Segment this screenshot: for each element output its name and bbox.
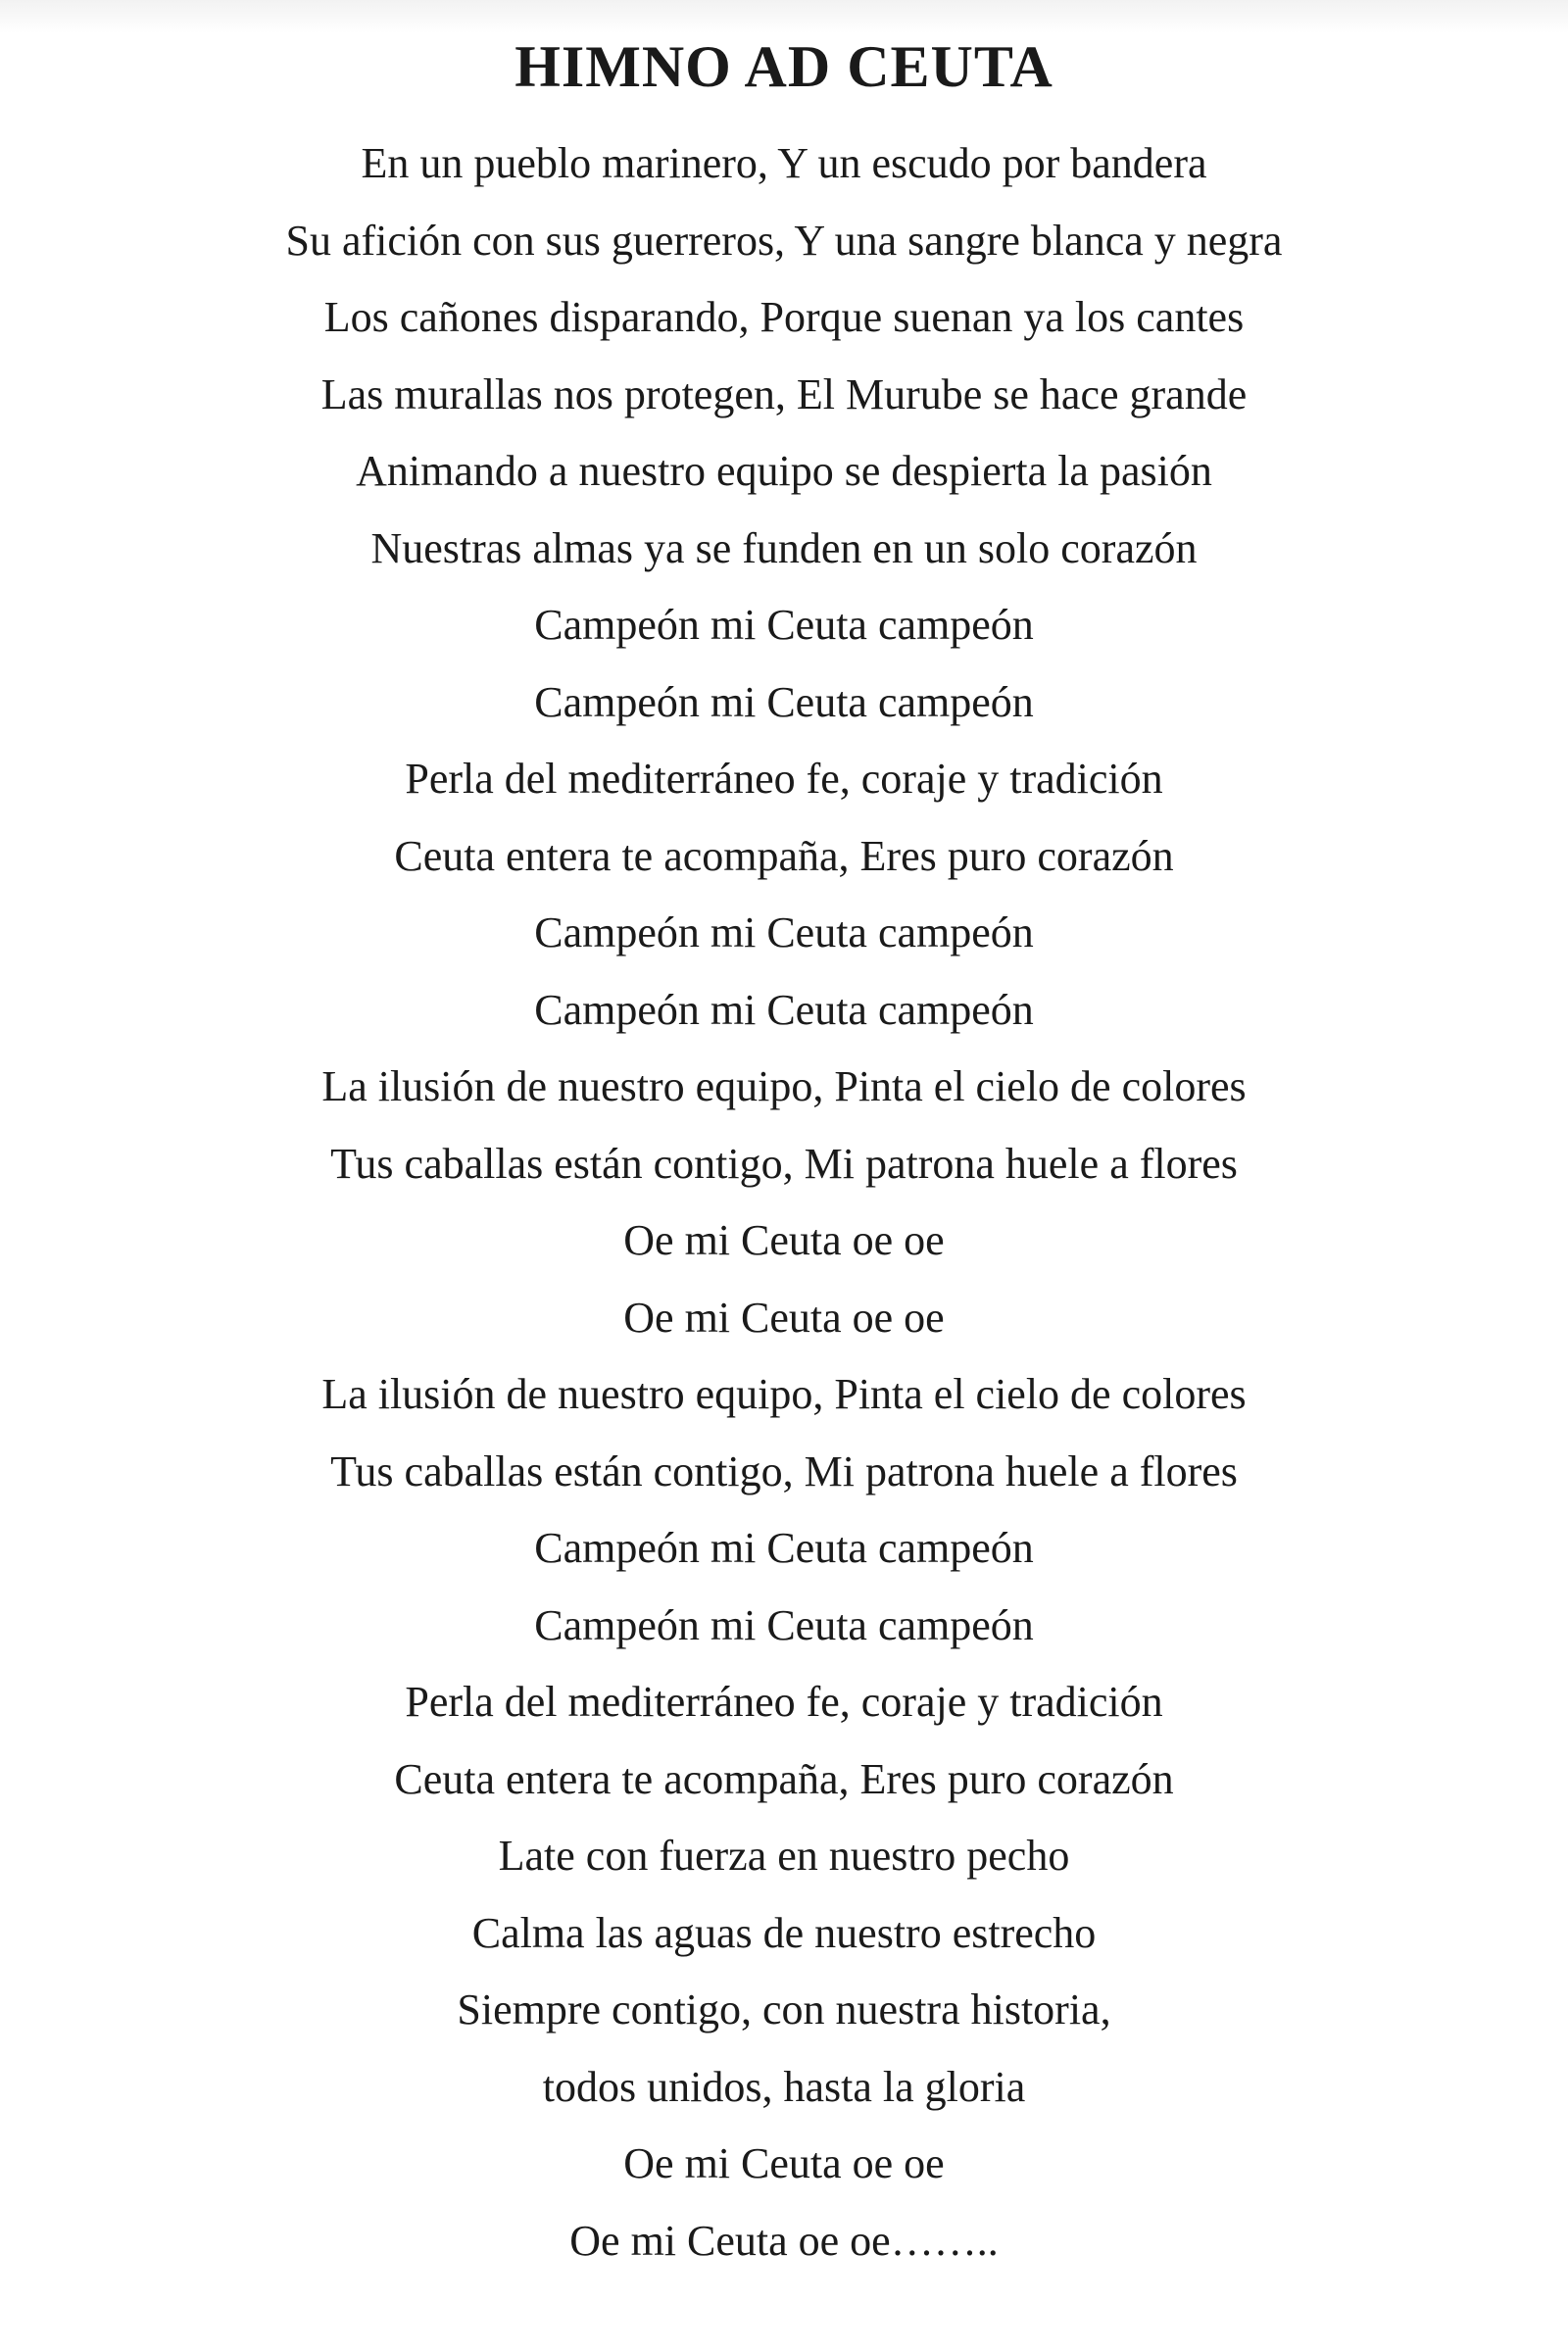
lyric-line: todos unidos, hasta la gloria bbox=[542, 2062, 1026, 2111]
lyric-line: Campeón mi Ceuta campeón bbox=[534, 908, 1034, 956]
lyric-line: En un pueblo marinero, Y un escudo por bandera bbox=[361, 139, 1207, 187]
lyrics-list bbox=[0, 125, 1568, 2279]
lyric-line: Campeón mi Ceuta campeón bbox=[534, 1524, 1034, 1572]
lyric-line: Ceuta entera te acompaña, Eres puro corazón bbox=[394, 1754, 1174, 1803]
lyric-line: Campeón mi Ceuta campeón bbox=[534, 677, 1034, 726]
lyric-line: La ilusión de nuestro equipo, Pinta el cielo de colores bbox=[321, 1370, 1247, 1418]
lyric-line: Las murallas nos protegen, El Murube se hace grande bbox=[320, 369, 1248, 418]
lyric-line: Ceuta entera te acompaña, Eres puro corazón bbox=[394, 831, 1174, 880]
lyric-line: Campeón mi Ceuta campeón bbox=[534, 601, 1034, 649]
lyric-line: Campeón mi Ceuta campeón bbox=[534, 985, 1034, 1034]
lyric-line: Calma las aguas de nuestro estrecho bbox=[471, 1908, 1097, 1957]
lyric-line: Oe mi Ceuta oe oe bbox=[623, 1293, 945, 1342]
lyric-line: Campeón mi Ceuta campeón bbox=[534, 1600, 1034, 1649]
lyric-line: Tus caballas están contigo, Mi patrona huele a flores bbox=[330, 1139, 1238, 1188]
lyric-line: Oe mi Ceuta oe oe…….. bbox=[569, 2216, 999, 2265]
lyric-line: Su afición con sus guerreros, Y una sangre blanca y negra bbox=[285, 216, 1283, 265]
lyric-line: Tus caballas están contigo, Mi patrona huele a flores bbox=[330, 1446, 1238, 1495]
lyric-line: Oe mi Ceuta oe oe bbox=[623, 2139, 945, 2187]
lyric-line: Siempre contigo, con nuestra historia, bbox=[457, 1985, 1111, 2034]
lyric-line: Perla del mediterráneo fe, coraje y tradición bbox=[405, 755, 1163, 803]
lyric-line: Perla del mediterráneo fe, coraje y tradición bbox=[405, 1678, 1163, 1726]
lyric-line: La ilusión de nuestro equipo, Pinta el cielo de colores bbox=[321, 1062, 1247, 1110]
lyric-line: Los cañones disparando, Porque suenan ya los cantes bbox=[323, 293, 1245, 341]
lyric-line: Nuestras almas ya se funden en un solo corazón bbox=[370, 523, 1198, 572]
lyric-line: Animando a nuestro equipo se despierta la pasión bbox=[356, 447, 1212, 495]
lyric-line: Oe mi Ceuta oe oe bbox=[623, 1216, 945, 1264]
lyric-line: Late con fuerza en nuestro pecho bbox=[498, 1832, 1070, 1880]
document-title: HIMNO AD CEUTA bbox=[514, 34, 1054, 99]
